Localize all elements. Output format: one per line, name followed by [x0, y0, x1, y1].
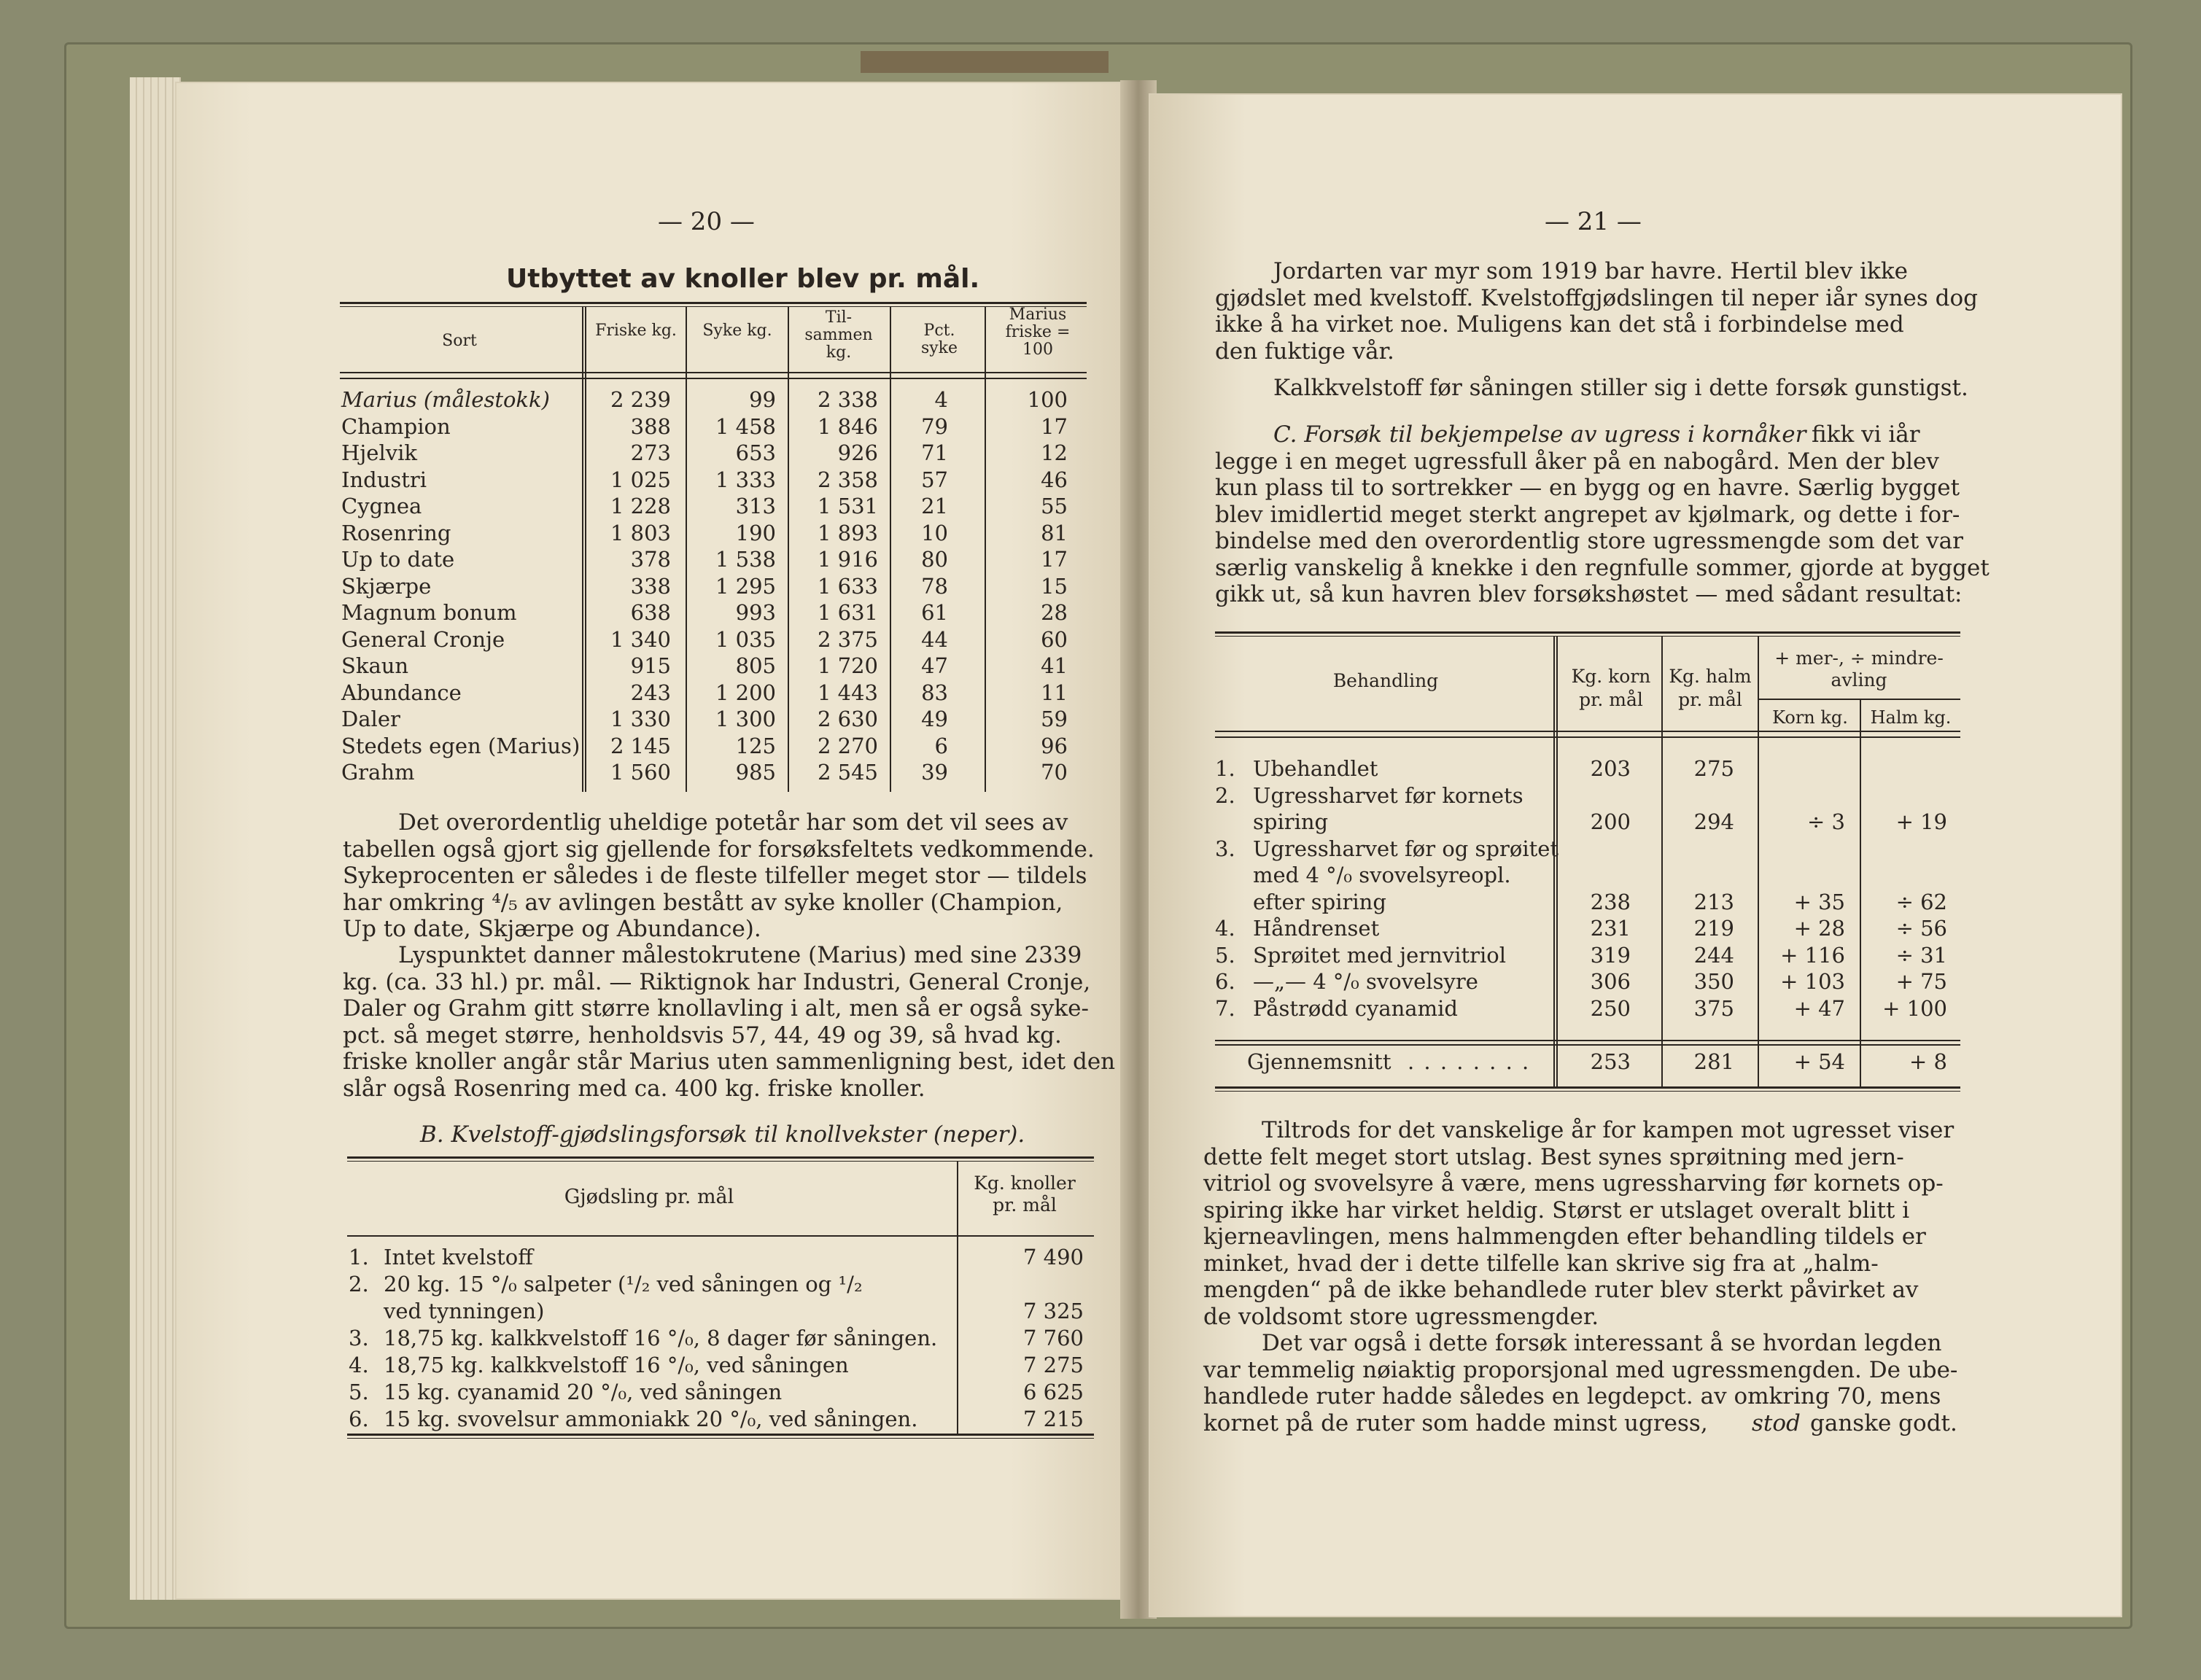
cell-value: 2 630 [817, 707, 878, 731]
cell-sort: Hjelvik [341, 440, 417, 465]
row-number: 4. [1215, 916, 1235, 941]
row-halmdiff: ÷ 31 [1895, 942, 1947, 968]
table-row [1215, 968, 1960, 995]
table-row [340, 386, 1087, 413]
average-halmdiff: + 8 [1909, 1049, 1947, 1074]
cell-value: 1 025 [610, 467, 671, 492]
row-korn: 203 [1590, 756, 1631, 781]
text-line: Det var også i dette forsøk interessant å se hvordan legden [1262, 1330, 1942, 1356]
cell-value: 61 [921, 600, 948, 625]
table3-header-halmkg: Halm kg. [1870, 707, 1952, 728]
text-line: gikk ut, så kun havren blev forsøkshøstet — med sådant resultat: [1215, 581, 1963, 607]
table-row [340, 653, 1087, 679]
text-line: dette felt meget stort utslag. Best synes sprøitning med jern- [1203, 1143, 1904, 1170]
row-description: 20 kg. 15 °/₀ salpeter (¹/₂ ved såningen og ¹/₂ [384, 1272, 863, 1296]
table-row [347, 1298, 1094, 1324]
text-line: handlede ruter hadde således en legdepct. av omkring 70, mens [1203, 1383, 1941, 1409]
table-row [1215, 755, 1960, 782]
text-line: fikk vi iår [1812, 421, 1920, 448]
text-line: legge i en meget ugressfull åker på en nabogård. Men der blev [1215, 448, 1939, 475]
text-line: har omkring ⁴/₅ av avlingen bestått av syke knoller (Champion, [343, 889, 1063, 916]
average-korndiff: + 54 [1793, 1049, 1845, 1074]
row-description: ved tynningen) [384, 1299, 545, 1323]
row-value: 7 275 [1022, 1353, 1084, 1377]
right-paragraph-2: Kalkkvelstoff før såningen stiller sig i dette forsøk gunstigst. [1273, 375, 1968, 401]
cell-value: 985 [735, 760, 776, 785]
text-line: særlig vanskelig å knekke i den regnfulle sommer, gjorde at bygget [1215, 554, 1990, 581]
cell-value: 99 [749, 387, 776, 412]
cell-sort: Rosenring [341, 520, 451, 545]
row-number: 3. [1215, 836, 1235, 861]
cell-value: 1 846 [817, 413, 878, 439]
row-behandling: Håndrenset [1253, 916, 1380, 941]
row-value: 7 490 [1022, 1245, 1084, 1269]
cell-value: 49 [921, 707, 948, 731]
row-description: 18,75 kg. kalkkvelstoff 16 °/₀, ved såningen [384, 1353, 849, 1377]
table-row [340, 759, 1087, 785]
cell-value: 28 [1041, 600, 1068, 625]
row-halmdiff: + 19 [1895, 809, 1947, 834]
row-number: 6. [1215, 969, 1235, 994]
cell-value: 6 [934, 733, 948, 758]
cell-sort: Skjærpe [341, 573, 432, 599]
cell-value: 190 [735, 520, 776, 545]
cell-value: 2 338 [817, 387, 878, 412]
page-stack [130, 77, 181, 1600]
cell-value: 12 [1041, 440, 1068, 465]
row-value: 7 760 [1022, 1326, 1084, 1350]
table2-header-kg: Kg. knoller pr. mål [974, 1172, 1076, 1216]
table-row [1215, 942, 1960, 968]
row-halm: 294 [1693, 809, 1734, 834]
row-behandling: efter spiring [1253, 889, 1386, 914]
table-row [340, 493, 1087, 519]
row-value: 7 325 [1022, 1299, 1084, 1323]
cell-sort: Magnum bonum [341, 600, 517, 625]
text-line: mengden“ på de ikke behandlede ruter blev sterkt påvirket av [1203, 1277, 1919, 1303]
cell-value: 15 [1041, 573, 1068, 599]
cell-value: 1 631 [817, 600, 878, 625]
row-behandling: Ugressharvet før kornets [1253, 782, 1523, 808]
row-halm: 219 [1693, 916, 1734, 941]
table2-header-gjodsling: Gjødsling pr. mål [564, 1186, 734, 1208]
row-description: 15 kg. svovelsur ammoniakk 20 °/₀, ved såningen. [384, 1407, 918, 1431]
cell-value: 1 443 [817, 680, 878, 705]
table-row [1215, 782, 1960, 809]
row-description: Intet kvelstoff [384, 1245, 533, 1269]
row-behandling: Ugressharvet før og sprøitet [1253, 836, 1559, 861]
table-row [340, 733, 1087, 759]
row-halmdiff: ÷ 56 [1895, 916, 1947, 941]
text-line: slår også Rosenring med ca. 400 kg. friske knoller. [343, 1075, 925, 1102]
row-korndiff: + 47 [1793, 995, 1845, 1021]
cell-value: 926 [837, 440, 878, 465]
table-row [340, 467, 1087, 493]
table-row [1215, 862, 1960, 888]
cell-value: 11 [1041, 680, 1068, 705]
cell-value: 4 [934, 387, 948, 412]
row-number: 7. [1215, 995, 1235, 1021]
row-korndiff: + 28 [1793, 916, 1845, 941]
text-line: den fuktige vår. [1215, 338, 1394, 365]
table-row [347, 1244, 1094, 1270]
cell-value: 378 [630, 547, 671, 572]
text-line: kun plass til to sortrekker — en bygg og en havre. Særlig bygget [1215, 475, 1960, 501]
table-row [340, 546, 1087, 572]
row-number: 6. [349, 1407, 369, 1431]
text-line: Sykeprocenten er således i de fleste tilfeller meget stor — tildels [343, 863, 1087, 889]
row-number: 3. [349, 1326, 369, 1350]
table1-header-pct: Pct. syke [920, 322, 958, 357]
cell-value: 1 458 [715, 413, 776, 439]
table-row [1215, 836, 1960, 862]
cell-value: 273 [630, 440, 671, 465]
row-korn: 231 [1590, 916, 1631, 941]
section-b-title: B. Kvelstoff-gjødslingsforsøk til knollvekster (neper). [420, 1121, 1025, 1148]
cell-value: 2 375 [817, 626, 878, 652]
cell-value: 1 916 [817, 547, 878, 572]
cell-value: 2 145 [610, 733, 671, 758]
cell-sort: Stedets egen (Marius) [341, 733, 581, 758]
text-line: pct. så meget større, henholdsvis 57, 44, 49 og 39, så hvad kg. [343, 1022, 1062, 1049]
row-korn: 238 [1590, 889, 1631, 914]
row-korn: 250 [1590, 995, 1631, 1021]
table3-header-halm: Kg. halm pr. mål [1669, 666, 1752, 710]
row-behandling: med 4 °/₀ svovelsyreopl. [1253, 863, 1511, 887]
text-line: friske knoller angår står Marius uten sammenligning best, idet den [343, 1049, 1116, 1075]
cell-value: 41 [1041, 653, 1068, 678]
cell-sort: Daler [341, 707, 400, 731]
table-row [340, 626, 1087, 653]
cell-value: 81 [1041, 520, 1068, 545]
row-korndiff: + 116 [1780, 942, 1845, 968]
row-korndiff: + 35 [1793, 889, 1845, 914]
cell-value: 71 [921, 440, 948, 465]
row-number: 2. [1215, 782, 1235, 808]
text-line: ikke å ha virket noe. Muligens kan det stå i forbindelse med [1215, 311, 1904, 338]
cell-value: 21 [921, 494, 948, 518]
table1-header-tilsammen: Til-sammen kg. [804, 308, 873, 362]
page-number-right: — 21 — [1545, 207, 1642, 236]
cell-value: 338 [630, 573, 671, 599]
row-number: 1. [1215, 756, 1235, 781]
cell-value: 1 340 [610, 626, 671, 652]
table3-header-merindre: + mer-, ÷ mindre-avling [1774, 648, 1944, 691]
page-number-left: — 20 — [658, 207, 755, 236]
table1-header-syke: Syke kg. [702, 322, 772, 340]
cell-value: 83 [921, 680, 948, 705]
cell-sort: Marius (målestokk) [341, 387, 550, 412]
cell-value: 39 [921, 760, 948, 785]
cell-value: 57 [921, 467, 948, 492]
cell-value: 1 035 [715, 626, 776, 652]
text-line: tabellen også gjort sig gjellende for forsøksfeltets vedkommende. [343, 836, 1095, 863]
text-line: spiring ikke har virket heldig. Størst er utslaget overalt blitt i [1203, 1197, 1910, 1224]
cell-value: 1 803 [610, 520, 671, 545]
text-stod: stod [1752, 1409, 1801, 1436]
row-number: 1. [349, 1245, 369, 1269]
cell-value: 388 [630, 413, 671, 439]
cell-value: 1 538 [715, 547, 776, 572]
row-number: 2. [349, 1272, 369, 1296]
cell-value: 1 633 [817, 573, 878, 599]
text-line: Daler og Grahm gitt større knollavling i alt, men så er også syke- [343, 995, 1089, 1022]
cell-value: 2 239 [610, 387, 671, 412]
text-line: minket, hvad der i dette tilfelle kan skrive sig fra at „halm- [1203, 1250, 1879, 1277]
cell-value: 125 [735, 733, 776, 758]
table1-title: Utbyttet av knoller blev pr. mål. [506, 264, 980, 294]
cell-sort: Skaun [341, 653, 409, 678]
cell-value: 17 [1041, 547, 1068, 572]
table-row [340, 680, 1087, 706]
text-line: kjerneavlingen, mens halmmengden efter behandling tildels er [1203, 1224, 1926, 1250]
row-korndiff: + 103 [1780, 969, 1845, 994]
text-line: Jordarten var myr som 1919 bar havre. Hertil blev ikke [1273, 258, 1908, 284]
cell-value: 1 295 [715, 573, 776, 599]
text-line: var temmelig nøiaktig proporsjonal med ugressmengden. De ube- [1203, 1356, 1958, 1383]
cell-value: 96 [1041, 733, 1068, 758]
row-behandling: —„— 4 °/₀ svovelsyre [1253, 969, 1478, 994]
cell-value: 10 [921, 520, 948, 545]
cell-value: 1 200 [715, 680, 776, 705]
row-description: 15 kg. cyanamid 20 °/₀, ved såningen [384, 1380, 783, 1404]
cell-value: 313 [735, 494, 776, 518]
cell-value: 1 330 [610, 707, 671, 731]
cell-sort: Grahm [341, 760, 415, 785]
cell-value: 2 545 [817, 760, 878, 785]
cell-value: 100 [1027, 387, 1068, 412]
table-row [1215, 915, 1960, 941]
table1-header-sort: Sort [442, 332, 477, 350]
table1-header-friske: Friske kg. [595, 322, 677, 340]
cell-sort: Cygnea [341, 494, 422, 518]
cell-value: 59 [1041, 707, 1068, 731]
row-behandling: Sprøitet med jernvitriol [1253, 942, 1507, 968]
section-c-title: C. Forsøk til bekjempelse av ugress i kornåker [1273, 421, 1806, 448]
row-halmdiff: + 75 [1895, 969, 1947, 994]
text-ganske-godt: ganske godt. [1810, 1409, 1957, 1436]
cell-value: 243 [630, 680, 671, 705]
cell-sort: General Cronje [341, 626, 505, 652]
text-line: blev imidlertid meget sterkt angrepet av kjølmark, og dette i for- [1215, 501, 1960, 528]
row-halmdiff: ÷ 62 [1895, 889, 1947, 914]
cell-sort: Abundance [341, 680, 462, 705]
table-row [1215, 995, 1960, 1022]
table-row [1215, 889, 1960, 915]
table3-header-korn: Kg. korn pr. mål [1571, 666, 1651, 710]
row-number: 4. [349, 1353, 369, 1377]
cell-sort: Up to date [341, 547, 455, 572]
row-description: 18,75 kg. kalkkvelstoff 16 °/₀, 8 dager før såningen. [384, 1326, 938, 1350]
table-row [340, 413, 1087, 440]
text-line: Det overordentlig uheldige potetår har som det vil sees av [398, 809, 1068, 836]
table3-header-behandling: Behandling [1332, 670, 1439, 691]
table-row [347, 1325, 1094, 1351]
row-behandling: spiring [1253, 809, 1329, 834]
table-row [340, 440, 1087, 466]
text-line: Lyspunktet danner målestokrutene (Marius) med sine 2339 [398, 942, 1082, 968]
table-row [347, 1352, 1094, 1378]
cell-value: 1 893 [817, 520, 878, 545]
row-halm: 350 [1693, 969, 1734, 994]
row-value: 7 215 [1022, 1407, 1084, 1431]
cell-value: 60 [1041, 626, 1068, 652]
book-spine [861, 51, 1109, 73]
table1-header-marius: Marius friske = 100 [1005, 306, 1071, 359]
cell-value: 70 [1041, 760, 1068, 785]
table-row [340, 706, 1087, 732]
cell-value: 55 [1041, 494, 1068, 518]
cell-sort: Industri [341, 467, 427, 492]
cell-sort: Champion [341, 413, 451, 439]
cell-value: 638 [630, 600, 671, 625]
text-line: bindelse med den overordentlig store ugressmengde som det var [1215, 528, 1963, 554]
table-row [347, 1379, 1094, 1405]
text-line: vitriol og svovelsyre å være, mens ugressharving før kornets op- [1203, 1170, 1944, 1197]
cell-value: 993 [735, 600, 776, 625]
average-korn: 253 [1590, 1049, 1631, 1074]
cell-value: 653 [735, 440, 776, 465]
row-korn: 319 [1590, 942, 1631, 968]
average-label: Gjennemsnitt [1247, 1049, 1391, 1074]
text-line: Up to date, Skjærpe og Abundance). [343, 916, 761, 942]
row-halm: 375 [1693, 995, 1734, 1021]
cell-value: 17 [1041, 413, 1068, 439]
row-behandling: Påstrødd cyanamid [1253, 995, 1458, 1021]
cell-value: 44 [921, 626, 948, 652]
row-halm: 244 [1693, 942, 1734, 968]
cell-value: 1 228 [610, 494, 671, 518]
row-number: 5. [1215, 942, 1235, 968]
cell-value: 915 [630, 653, 671, 678]
text-line: de voldsomt store ugressmengder. [1203, 1303, 1599, 1330]
text-line: gjødslet med kvelstoff. Kvelstoffgjødslingen til neper iår synes dog [1215, 284, 1978, 311]
table-row [340, 573, 1087, 599]
row-halm: 213 [1693, 889, 1734, 914]
text-line: kornet på de ruter som hadde minst ugress, [1203, 1409, 1708, 1436]
table-row [347, 1271, 1094, 1297]
cell-value: 805 [735, 653, 776, 678]
average-halm: 281 [1693, 1049, 1734, 1074]
cell-value: 80 [921, 547, 948, 572]
cell-value: 2 358 [817, 467, 878, 492]
cell-value: 46 [1041, 467, 1068, 492]
cell-value: 78 [921, 573, 948, 599]
cell-value: 1 300 [715, 707, 776, 731]
table3-header-kornkg: Korn kg. [1772, 707, 1848, 728]
row-halm: 275 [1693, 756, 1734, 781]
row-behandling: Ubehandlet [1253, 756, 1378, 781]
table3-average-row: Gjennemsnitt . . . . . . . . 253 281 + 54 + 8 [1247, 1049, 1947, 1074]
cell-value: 47 [921, 653, 948, 678]
row-value: 6 625 [1022, 1380, 1084, 1404]
cell-value: 1 720 [817, 653, 878, 678]
row-halmdiff: + 100 [1882, 995, 1947, 1021]
table-row [1215, 809, 1960, 835]
row-korn: 200 [1590, 809, 1631, 834]
row-number: 5. [349, 1380, 369, 1404]
text-line: kg. (ca. 33 hl.) pr. mål. — Riktignok har Industri, General Cronje, [343, 968, 1091, 995]
cell-value: 1 531 [817, 494, 878, 518]
cell-value: 79 [921, 413, 948, 439]
table-row [340, 599, 1087, 626]
table-row [347, 1406, 1094, 1432]
text-line: Tiltrods for det vanskelige år for kampen mot ugresset viser [1262, 1117, 1954, 1143]
cell-value: 1 333 [715, 467, 776, 492]
row-korndiff: ÷ 3 [1807, 809, 1845, 834]
row-korn: 306 [1590, 969, 1631, 994]
cell-value: 1 560 [610, 760, 671, 785]
table-row [340, 520, 1087, 546]
cell-value: 2 270 [817, 733, 878, 758]
